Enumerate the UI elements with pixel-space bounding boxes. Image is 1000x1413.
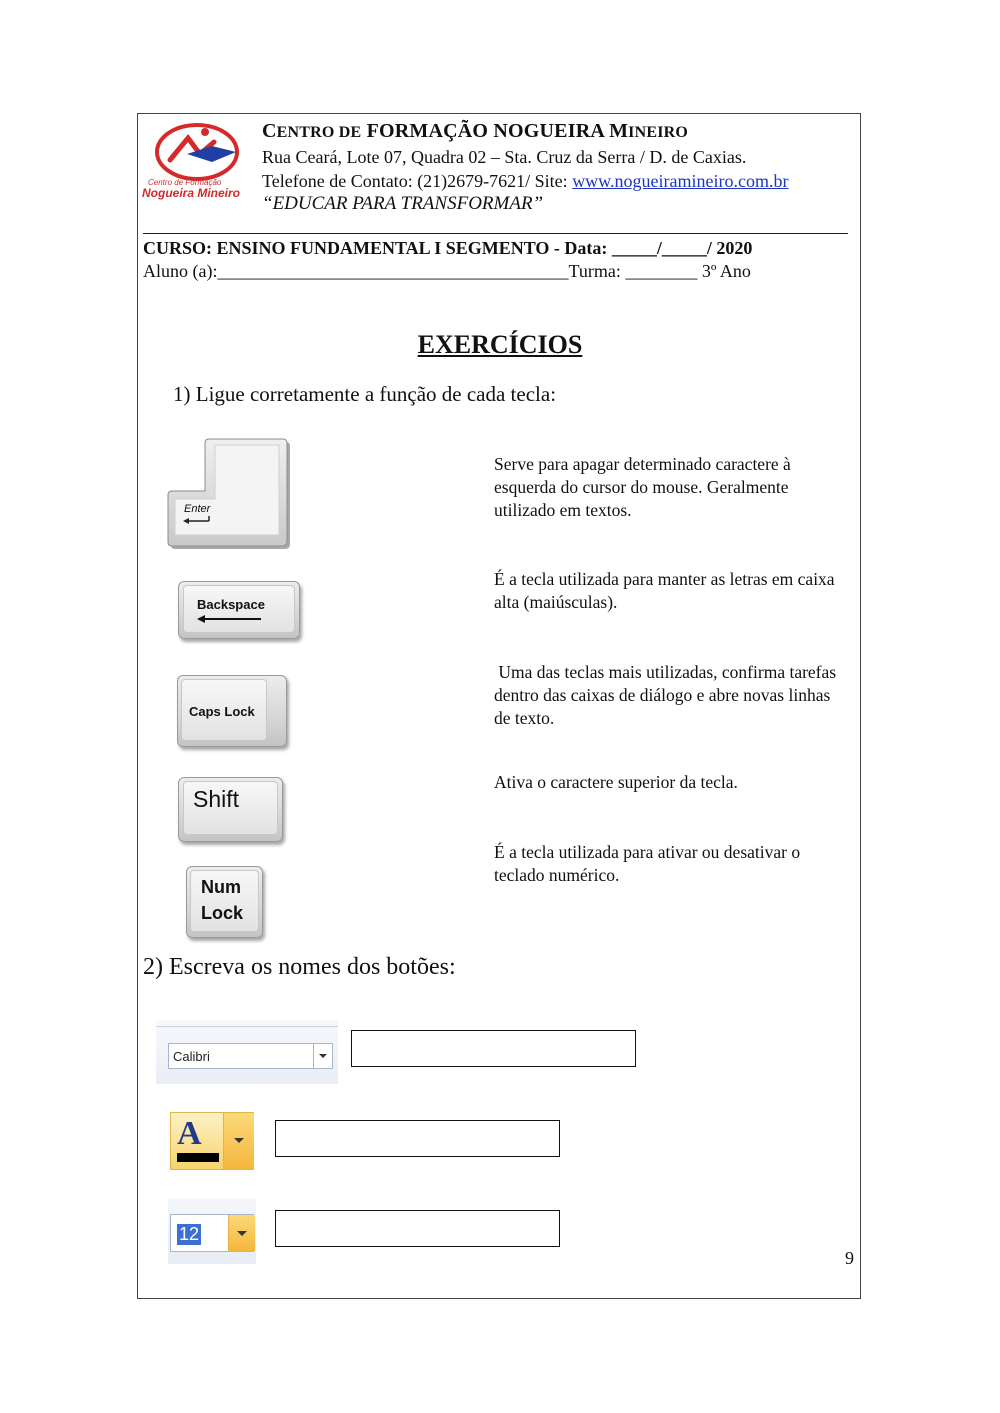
page-number: 9 [845, 1248, 854, 1268]
school-name-initial: C [262, 120, 277, 142]
num-lock-key [186, 866, 263, 938]
backspace-key-label: Backspace [197, 597, 265, 612]
chevron-down-icon [229, 1215, 255, 1251]
num-lock-key-label-1: Num [201, 877, 241, 897]
description-5: É a tecla utilizada para ativar ou desativar o teclado numérico. [494, 842, 801, 885]
page-title: EXERCÍCIOS [417, 330, 583, 359]
font-color-dropdown[interactable] [223, 1113, 254, 1169]
description-2: É a tecla utilizada para manter as letras em caixa alta (maiúsculas). [494, 569, 835, 612]
chevron-down-icon [224, 1113, 254, 1169]
school-name-m: M [609, 120, 629, 142]
student-line: Aluno (a):_______________________________________Turma: ________ 3º Ano [143, 261, 751, 281]
motto: “EDUCAR PARA TRANSFORMAR” [262, 193, 544, 214]
shift-key-label: Shift [193, 786, 240, 812]
header-divider [143, 233, 848, 234]
answer-box-2[interactable] [275, 1120, 560, 1157]
logo-text-main: Nogueira Mineiro [142, 186, 241, 200]
num-lock-key-label-2: Lock [201, 903, 244, 923]
font-size-dropdown[interactable] [228, 1215, 255, 1251]
phone-label: Telefone de Contato: (21)2679-7621/ Site: [262, 171, 573, 191]
site-link[interactable]: www.nogueiramineiro.com.br [572, 171, 789, 191]
caps-lock-key-label: Caps Lock [189, 704, 255, 719]
enter-key-label: Enter [184, 503, 211, 515]
school-name [262, 120, 688, 143]
answer-box-1[interactable] [351, 1030, 636, 1067]
font-size-box[interactable] [170, 1214, 254, 1252]
enter-key-shape-icon [165, 437, 290, 550]
font-size-value: 12 [179, 1224, 200, 1244]
chevron-down-icon [314, 1044, 332, 1068]
logo-text-small: Centro de Formação [148, 178, 222, 187]
answer-box-3[interactable] [275, 1210, 560, 1247]
font-name-dropdown[interactable] [313, 1044, 332, 1068]
school-name-de: ENTRO DE [276, 124, 362, 141]
font-name-value: Calibri [173, 1049, 210, 1064]
question-2-prompt: 2) Escreva os nomes dos botões: [143, 954, 456, 980]
shift-key [178, 777, 283, 842]
description-3: Uma das teclas mais utilizadas, confirma tarefas dentro das caixas de diálogo e abre novas linhas de texto. [494, 662, 841, 728]
font-name-control [156, 1020, 338, 1084]
course-line: CURSO: ENSINO FUNDAMENTAL I SEGMENTO - Data: _____/_____/ 2020 [143, 238, 753, 258]
address: Rua Ceará, Lote 07, Quadra 02 – Sta. Cruz da Serra / D. de Caxias. [262, 147, 747, 167]
caps-lock-key [177, 675, 287, 747]
font-color-button[interactable] [170, 1112, 254, 1170]
backspace-arrow-icon [197, 614, 263, 624]
font-size-control [168, 1198, 256, 1264]
school-logo [142, 120, 258, 202]
question-1-prompt: 1) Ligue corretamente a função de cada tecla: [173, 382, 557, 406]
school-name-end: INEIRO [628, 124, 689, 141]
font-color-letter: A [177, 1115, 202, 1152]
school-name-middle: FORMAÇÃO NOGUEIRA [366, 120, 604, 142]
contact-line [262, 171, 788, 192]
font-name-box[interactable] [168, 1043, 333, 1069]
font-color-swatch [177, 1153, 219, 1162]
enter-key [165, 437, 290, 550]
description-1: Serve para apagar determinado caractere à esquerda do cursor do mouse. Geralmente utilizado em textos. [494, 454, 791, 520]
description-4: Ativa o caractere superior da tecla. [494, 772, 738, 792]
backspace-key [178, 581, 300, 639]
